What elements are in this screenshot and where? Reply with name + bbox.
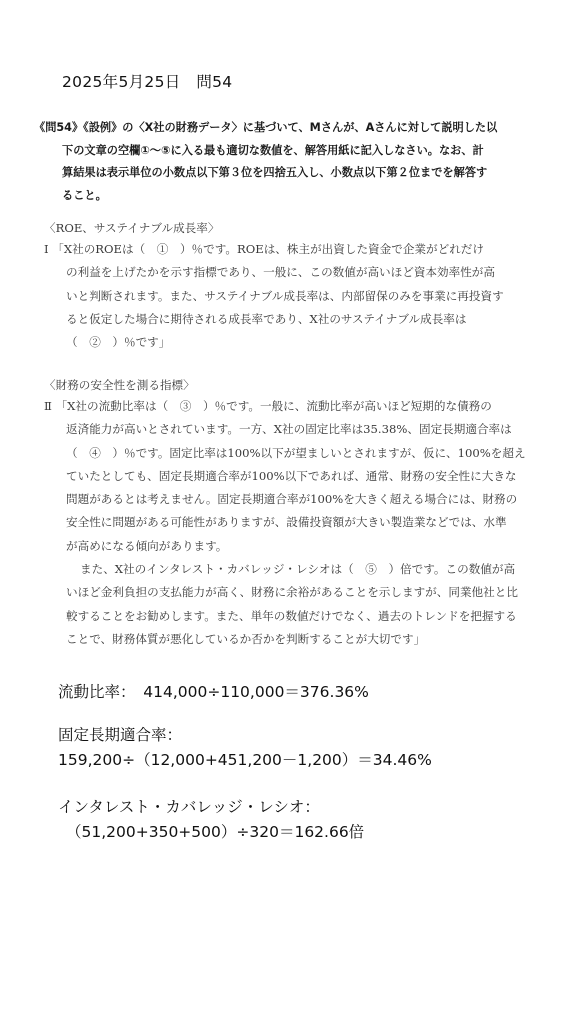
paragraph-line: ことで、財務体質が悪化しているか否かを判断することが大切です」 [66, 631, 426, 646]
header-date: 2025年5月25日 [62, 73, 181, 91]
section-safety [44, 375, 564, 651]
paragraph-line: いほど金利負担の支払能力が高く、財務に余裕があることを示しますが、同業他社と比 [66, 585, 518, 600]
paragraph-line: 安全性に問題がある可能性がありますが、設備投資額が大きい製造業などでは、水準 [66, 515, 507, 530]
paragraph-line: いと判断されます。また、サステイナブル成長率は、内部留保のみを事業に再投資す [66, 288, 504, 303]
paragraph-line: Ⅰ 「X社のROEは（ ① ）％です。ROEは、株主が出資した資金で企業がどれだけ [44, 242, 484, 256]
question-line: 下の文章の空欄①～⑤に入る最も適切な数値を、解答用紙に記入しなさい。なお、計 [62, 143, 484, 157]
paragraph-line: 返済能力が高いとされています。一方、X社の固定比率は35.38%、固定長期適合率は [66, 422, 512, 437]
paragraph-line: Ⅱ 「X社の流動比率は（ ③ ）％です。一般に、流動比率が高いほど短期的な債務の [44, 399, 492, 413]
paragraph-line: また、X社のインタレスト・カバレッジ・レシオは（ ⑤ ）倍です。この数値が高 [80, 562, 516, 577]
section-roe [44, 218, 564, 354]
question-instructions [34, 117, 564, 207]
header-question-number: 問54 [196, 73, 233, 91]
paragraph-line: ると仮定した場合に期待される成長率であり、X社のサステイナブル成長率は [66, 311, 467, 326]
paragraph-line: の利益を上げたかを示す指標であり、一般に、この数値が高いほど資本効率性が高 [66, 265, 495, 280]
question-line: ること。 [62, 188, 107, 202]
question-line: 《問54》《設例》の〈X社の財務データ〉に基づいて、Mさんが、Aさんに対して説明した以 [34, 121, 498, 134]
paragraph-line: 問題があるとは考えません。固定長期適合率が100%を大きく超える場合には、財務の [66, 492, 518, 507]
paragraph-line: 較することをお勧めします。また、単年の数値だけでなく、過去のトレンドを把握する [66, 608, 517, 623]
interest-coverage-label: インタレスト・カバレッジ・レシオ： [58, 798, 320, 816]
paragraph-line: ていたとしても、固定長期適合率が100%以下であれば、通常、財務の安全性に大きな [66, 468, 517, 483]
question-line: 算結果は表示単位の小数点以下第３位を四捨五入し、小数点以下第２位までを解答す [62, 166, 488, 179]
current-ratio-calculation: 流動比率： 414,000÷110,000＝376.36% [58, 683, 369, 701]
section-title: 〈財務の安全性を測る指標〉 [44, 378, 195, 392]
interest-coverage-formula: （51,200+350+500）÷320＝162.66倍 [66, 823, 365, 841]
page-header [62, 70, 232, 92]
fixed-long-term-label: 固定長期適合率： [58, 726, 183, 744]
paragraph-line: （ ④ ）％です。固定比率は100%以下が望ましいとされますが、仮に、100%を超え [66, 445, 526, 460]
paragraph-line: （ ② ）％です」 [66, 335, 171, 350]
fixed-long-term-formula: 159,200÷（12,000+451,200－1,200）＝34.46% [58, 751, 432, 769]
section-title: 〈ROE、サステイナブル成長率〉 [44, 221, 220, 235]
paragraph-line: が高めになる傾向があります。 [66, 538, 228, 553]
